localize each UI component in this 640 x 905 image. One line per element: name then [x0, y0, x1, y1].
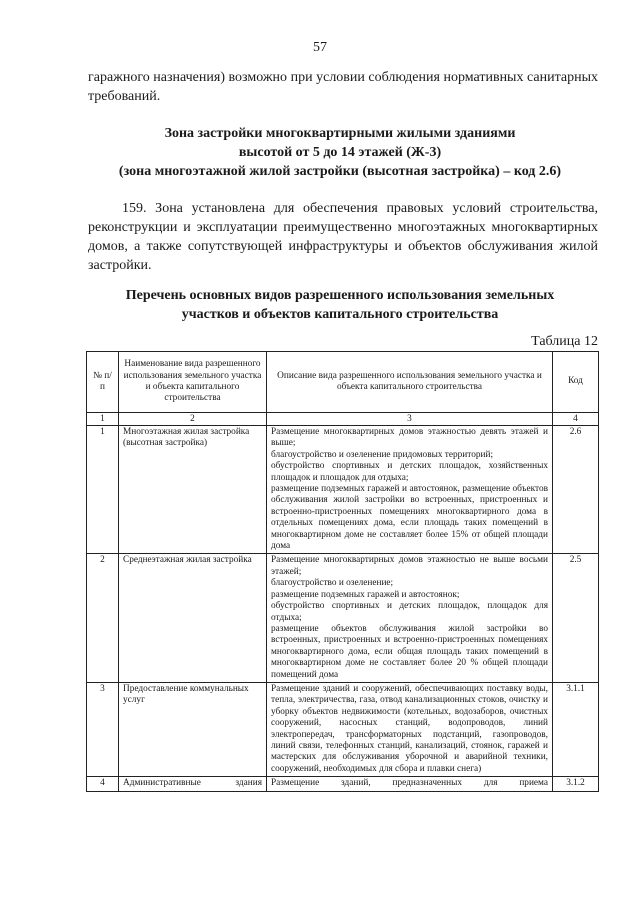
row-desc [267, 682, 553, 776]
page-number: 57 [313, 40, 327, 55]
column-number: 3 [267, 413, 553, 426]
header-desc: Описание вида разрешенного использования земельного участка и объекта капитального строительства [267, 352, 553, 413]
row-name-text: Административные здания [123, 778, 262, 789]
row-name [119, 777, 267, 791]
desc-line: размещение подземных гаражей и автостоянок; [271, 589, 460, 600]
zone-heading-line-1: Зона застройки многоквартирными жилыми зданиями [164, 126, 516, 141]
desc-line: размещение объектов обслуживания жилой застройки во встроенных, пристроенных и встроенно-пристроенных помещениях многоквартирного дома, если общая площадь таких помещений в многоквартирном доме не составляет более 20 % общей площади помещений дома [271, 623, 548, 680]
column-number: 4 [553, 413, 599, 426]
row-num: 4 [87, 777, 119, 791]
zone-heading-line-3: (зона многоэтажной жилой застройки (высотная застройка) – код 2.6) [118, 164, 562, 179]
desc-line: благоустройство и озеленение; [271, 578, 394, 589]
header-code: Код [553, 352, 599, 413]
column-number: 2 [119, 413, 267, 426]
list-heading-line-1: Перечень основных видов разрешенного использования земельных [125, 288, 555, 303]
desc-line: Размещение зданий, предназначенных для приема [271, 778, 548, 789]
row-desc [267, 554, 553, 682]
zone-heading-line-2: высотой от 5 до 14 этажей (Ж-3) [238, 145, 442, 160]
row-code: 2.5 [553, 554, 599, 682]
desc-line: размещение подземных гаражей и автостоянок, размещение объектов обслуживания жилой застройки во встроенных, пристроенных и встроенно-пристроенных помещениях многоквартирного дома в отдельных помещениях дома, если площадь таких помещений в многоквартирном доме не составляет более 15% от общей площади дома [271, 484, 548, 552]
row-code: 3.1.1 [553, 682, 599, 776]
desc-line: Размещение зданий и сооружений, обеспечивающих поставку воды, тепла, электричества, газа, отвод канализационных стоков, очистку и уборку объектов недвижимости (котельных, водозаборов, очистных сооружений, насосных станций, водопроводов, линий электропередач, трансформаторных подстанций, газопроводов, линий связи, телефонных станций, канализаций, стоянок, гаражей и мастерских для обслуживания уборочной и аварийной техники, сооружений, необходимых для сбора и плавки снега) [271, 683, 548, 774]
row-num: 1 [87, 426, 119, 554]
row-desc [267, 777, 553, 791]
permitted-use-table [86, 351, 599, 792]
header-num: № п/п [87, 352, 119, 413]
row-desc [267, 426, 553, 554]
zone-heading [60, 124, 620, 181]
table-header-row [87, 352, 599, 413]
row-num: 2 [87, 554, 119, 682]
desc-line: обустройство спортивных и детских площадок, площадок для отдыха; [271, 601, 548, 623]
row-num: 3 [87, 682, 119, 776]
table-row [87, 426, 599, 554]
table-caption: Таблица 12 [531, 334, 598, 349]
list-heading-line-2: участков и объектов капитального строительства [181, 307, 499, 322]
column-number-row [87, 413, 599, 426]
desc-line: Размещение многоквартирных домов этажностью не выше восьми этажей; [271, 555, 548, 577]
row-code: 3.1.2 [553, 777, 599, 791]
paragraph-159: 159. Зона установлена для обеспечения правовых условий строительства, реконструкции и эксплуатации преимущественно многоэтажных многоквартирных домов, а также сопутствующей инфраструктуры и объектов обслуживания жилой застройки. [88, 201, 598, 273]
intro-paragraph: гаражного назначения) возможно при условии соблюдения нормативных санитарных требований. [88, 70, 598, 104]
header-name: Наименование вида разрешенного использования земельного участка и объекта капитального строительства [119, 352, 267, 413]
row-name: Многоэтажная жилая застройка (высотная застройка) [119, 426, 267, 554]
desc-line: Размещение многоквартирных домов этажностью девять этажей и выше; [271, 427, 548, 449]
desc-line: благоустройство и озеленение придомовых территорий; [271, 449, 494, 460]
list-heading [60, 286, 620, 324]
row-code: 2.6 [553, 426, 599, 554]
table-row [87, 682, 599, 776]
column-number: 1 [87, 413, 119, 426]
table-row [87, 554, 599, 682]
row-name: Предоставление коммунальных услуг [119, 682, 267, 776]
row-name: Среднеэтажная жилая застройка [119, 554, 267, 682]
table-row [87, 777, 599, 791]
desc-line: обустройство спортивных и детских площадок, хозяйственных площадок и площадок для отдыха; [271, 461, 548, 483]
